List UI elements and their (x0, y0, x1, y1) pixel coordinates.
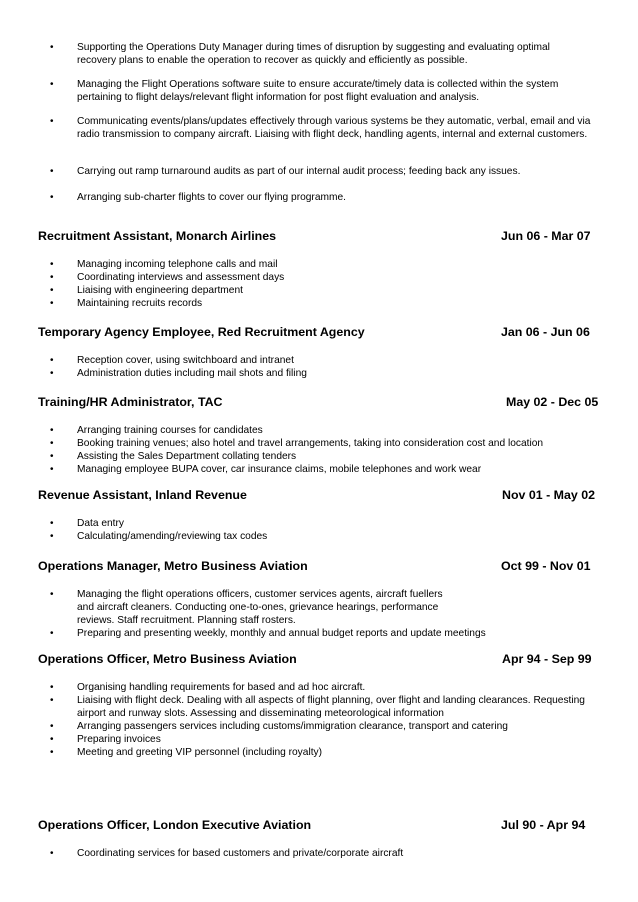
list-item: • Arranging sub-charter flights to cover our flying programme. (50, 192, 346, 203)
job-dates: Nov 01 - May 02 (502, 488, 595, 502)
bullet-icon: • (50, 116, 54, 127)
bullet-icon: • (50, 848, 54, 859)
list-item: • Managing the Flight Operations software suite to ensure accurate/timely data is collected within the system pertaining to flight delays/relevant flight information for post flight evaluation and analysis. (50, 79, 559, 103)
bullet-icon: • (50, 272, 54, 283)
job-dates: Jul 90 - Apr 94 (501, 818, 586, 832)
bullet-icon: • (50, 42, 54, 53)
bullet-icon: • (50, 192, 54, 203)
list-item: • Reception cover, using switchboard and intranet (50, 355, 294, 366)
list-item: • Maintaining recruits records (50, 298, 203, 309)
list-item: • Managing incoming telephone calls and mail (50, 259, 278, 270)
job-title: Recruitment Assistant, Monarch Airlines (38, 229, 276, 243)
bullet-icon: • (50, 682, 54, 693)
list-item: • Data entry (50, 518, 124, 529)
job-title: Revenue Assistant, Inland Revenue (38, 488, 247, 502)
list-item: • Assisting the Sales Department collating tenders (50, 451, 297, 462)
list-item: • Arranging passengers services including customs/immigration clearance, transport and catering (50, 721, 508, 732)
job-dates: Apr 94 - Sep 99 (502, 652, 592, 666)
bullet-icon: • (50, 79, 54, 90)
list-item: • Preparing invoices (50, 734, 161, 745)
job-dates: May 02 - Dec 05 (506, 395, 599, 409)
bullet-icon: • (50, 628, 54, 639)
bullet-icon: • (50, 531, 54, 542)
job-title: Temporary Agency Employee, Red Recruitment Agency (38, 325, 365, 339)
bullet-icon: • (50, 368, 54, 379)
bullet-icon: • (50, 464, 54, 475)
bullet-icon: • (50, 259, 54, 270)
bullet-icon: • (50, 451, 54, 462)
list-item: • Coordinating interviews and assessment days (50, 272, 285, 283)
list-item: • Coordinating services for based customers and private/corporate aircraft (50, 848, 404, 859)
job-dates: Jun 06 - Mar 07 (501, 229, 591, 243)
bullet-icon: • (50, 355, 54, 366)
list-item: • Preparing and presenting weekly, monthly and annual budget reports and update meetings (50, 628, 486, 639)
job-title: Operations Officer, Metro Business Aviation (38, 652, 297, 666)
list-item: • Booking training venues; also hotel and travel arrangements, taking into consideration cost and location (50, 438, 544, 449)
list-item: • Organising handling requirements for based and ad hoc aircraft. (50, 682, 366, 693)
list-item: • Calculating/amending/reviewing tax codes (50, 531, 268, 542)
bullet-icon: • (50, 438, 54, 449)
job-dates: Jan 06 - Jun 06 (501, 325, 590, 339)
list-item: • Communicating events/plans/updates effectively through various systems be they automatic, verbal, email and via radio transmission to company aircraft. Liaising with flight deck, handling agents, internal and external customers. (50, 116, 591, 140)
bullet-icon: • (50, 285, 54, 296)
bullet-icon: • (50, 518, 54, 529)
job-title: Operations Manager, Metro Business Aviation (38, 559, 308, 573)
job-title: Training/HR Administrator, TAC (38, 395, 223, 409)
list-item: • Managing employee BUPA cover, car insurance claims, mobile telephones and work wear (50, 464, 482, 475)
job-title: Operations Officer, London Executive Aviation (38, 818, 312, 832)
bullet-icon: • (50, 298, 54, 309)
list-item: • Liaising with engineering department (50, 285, 243, 296)
bullet-icon: • (50, 747, 54, 758)
bullet-icon: • (50, 734, 54, 745)
list-item: • Managing the flight operations officers, customer services agents, aircraft fuellers and aircraft cleaners. Conducting one-to-ones, grievance hearings, performance reviews. Staff recruitment. Planning staff rosters. (50, 589, 443, 626)
list-item: • Meeting and greeting VIP personnel (including royalty) (50, 747, 323, 758)
bullet-icon: • (50, 589, 54, 600)
bullet-icon: • (50, 166, 54, 177)
bullet-icon: • (50, 425, 54, 436)
list-item: • Carrying out ramp turnaround audits as part of our internal audit process; feeding back any issues. (50, 166, 521, 177)
job-dates: Oct 99 - Nov 01 (501, 559, 591, 573)
list-item: • Administration duties including mail shots and filing (50, 368, 307, 379)
bullet-icon: • (50, 695, 54, 706)
bullet-icon: • (50, 721, 54, 732)
list-item: • Supporting the Operations Duty Manager during times of disruption by suggesting and evaluating optimal recovery plans to enable the operation to recover as quickly and efficiently as possible. (50, 42, 550, 66)
list-item: • Liaising with flight deck. Dealing with all aspects of flight planning, over flight and landing clearances. Requesting airport and runway slots. Assessing and disseminating meteorological information (50, 695, 585, 719)
list-item: • Arranging training courses for candidates (50, 425, 263, 436)
